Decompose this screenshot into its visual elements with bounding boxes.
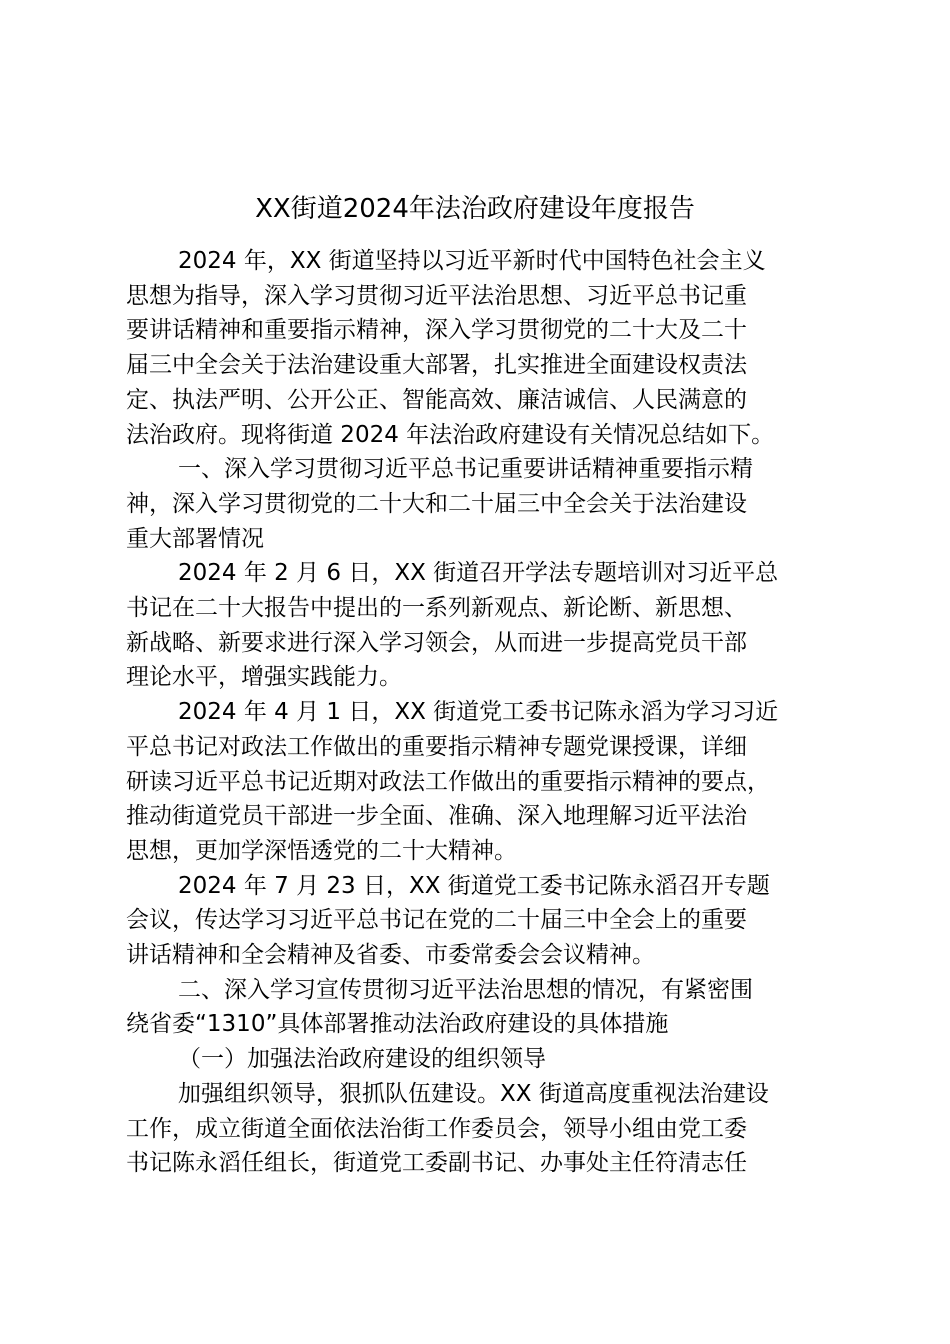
text-line: 新战略、新要求进行深入学习领会，从而进一步提高党员干部: [126, 629, 747, 656]
text-line: 讲话精神和全会精神及省委、市委常委会会议精神。: [126, 942, 655, 969]
document-title: XX街道2024年法治政府建设年度报告: [255, 194, 695, 224]
text-line: 绕省委“1310”具体部署推动法治政府建设的具体措施: [126, 1011, 669, 1038]
text-line: 2024 年 7 月 23 日，XX 街道党工委书记陈永滔召开专题: [178, 872, 770, 899]
text-line: 二、深入学习宣传贯彻习近平法治思想的情况，有紧密围: [178, 976, 753, 1003]
text-line: 要讲话精神和重要指示精神，深入学习贯彻党的二十大及二十: [126, 317, 747, 344]
text-line: 会议，传达学习习近平总书记在党的二十届三中全会上的重要: [126, 907, 747, 934]
text-line: 一、深入学习贯彻习近平总书记重要讲话精神重要指示精: [178, 456, 753, 483]
text-line: 理论水平，增强实践能力。: [126, 664, 402, 691]
text-line: 思想为指导，深入学习贯彻习近平法治思想、习近平总书记重: [126, 282, 747, 309]
text-line: 法治政府。现将街道 2024 年法治政府建设有关情况总结如下。: [126, 421, 775, 448]
text-line: （一）加强法治政府建设的组织领导: [178, 1046, 546, 1073]
intro-paragraph: [126, 244, 846, 452]
text-line: 届三中全会关于法治建设重大部署，扎实推进全面建设权责法: [126, 352, 747, 379]
text-line: 重大部署情况: [126, 525, 264, 552]
text-line: 2024 年 2 月 6 日，XX 街道召开学法专题培训对习近平总: [178, 560, 779, 587]
text-line: 神，深入学习贯彻党的二十大和二十届三中全会关于法治建设: [126, 490, 747, 517]
paragraph-jul-meeting: [126, 869, 846, 973]
paragraph-feb-training: [126, 556, 846, 695]
text-line: 思想，更加学深悟透党的二十大精神。: [126, 837, 517, 864]
text-line: 2024 年 4 月 1 日，XX 街道党工委书记陈永滔为学习习近: [178, 699, 779, 726]
text-line: 书记陈永滔任组长，街道党工委副书记、办事处主任符清志任: [126, 1150, 747, 1177]
text-line: 加强组织领导，狠抓队伍建设。XX 街道高度重视法治建设: [178, 1080, 769, 1107]
text-line: 平总书记对政法工作做出的重要指示精神专题党课授课，详细: [126, 733, 747, 760]
document-body: [126, 244, 846, 1181]
text-line: 推动街道党员干部进一步全面、准确、深入地理解习近平法治: [126, 803, 747, 830]
text-line: 工作，成立街道全面依法治街工作委员会，领导小组由党工委: [126, 1115, 747, 1142]
section-heading-1: [126, 452, 846, 556]
text-line: 2024 年，XX 街道坚持以习近平新时代中国特色社会主义: [178, 248, 766, 274]
text-line: 书记在二十大报告中提出的一系列新观点、新论断、新思想、: [126, 595, 747, 622]
text-line: 定、执法严明、公开公正、智能高效、廉洁诚信、人民满意的: [126, 386, 747, 413]
text-line: 研读习近平总书记近期对政法工作做出的重要指示精神的要点，: [126, 768, 770, 795]
paragraph-apr-lecture: [126, 695, 846, 869]
subsection-heading-1: [126, 1042, 846, 1077]
paragraph-organization: [126, 1077, 846, 1181]
section-heading-2: [126, 973, 846, 1042]
